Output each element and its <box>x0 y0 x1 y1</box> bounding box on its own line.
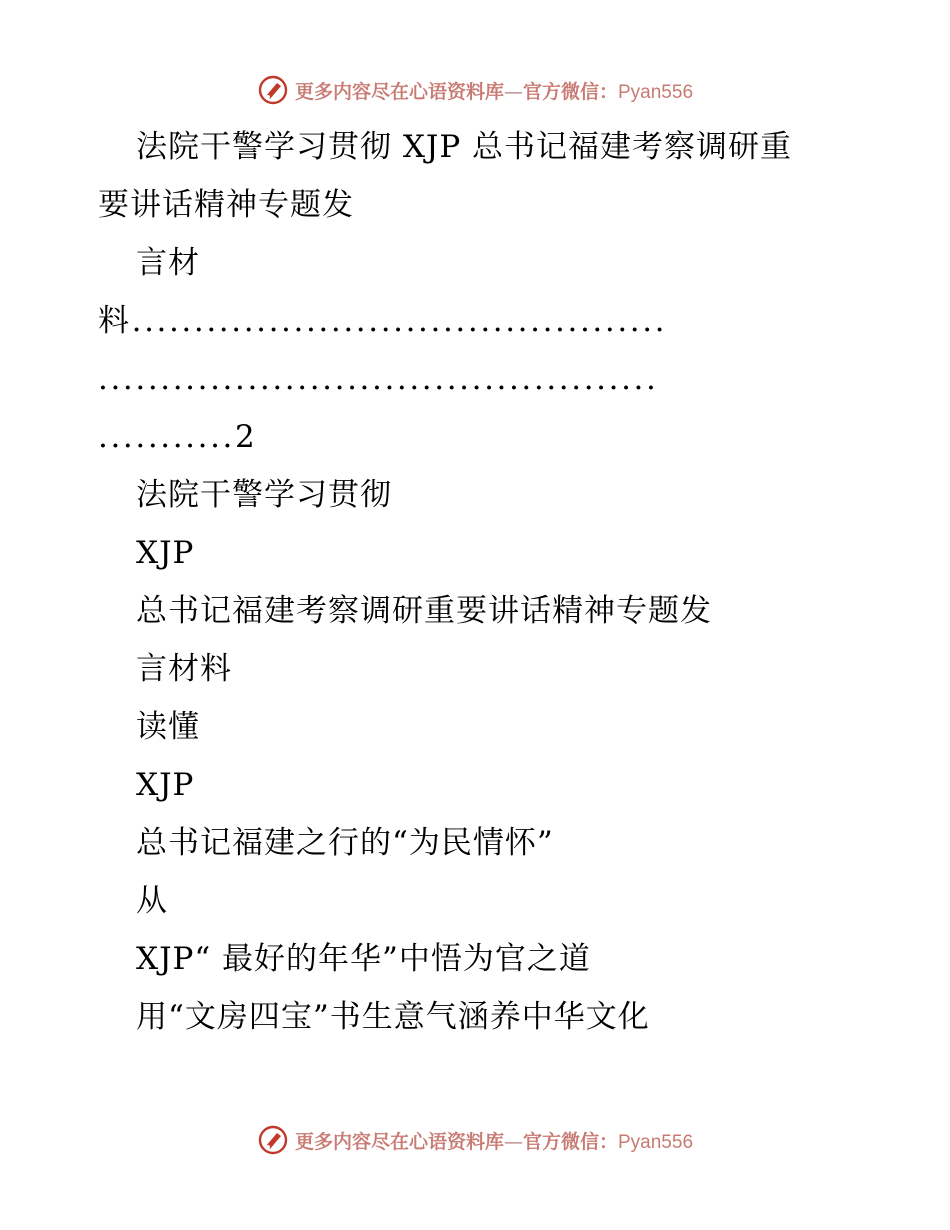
body-line: XJP <box>136 535 195 571</box>
document-body <box>98 118 843 1046</box>
header-watermark <box>0 70 950 110</box>
footer-watermark <box>0 1120 950 1160</box>
toc-title-line-1: 法院干警学习贯彻 XJP 总书记福建考察调研重 <box>136 129 793 165</box>
toc-title-line-3: 言材 <box>136 245 200 281</box>
toc-leader-row-2: ............................................. <box>98 361 659 397</box>
toc-leader-row-1 <box>98 292 843 350</box>
body-line: 总书记福建之行的“为民情怀” <box>136 825 554 861</box>
watermark-group <box>257 1124 693 1156</box>
pen-circle-logo-icon <box>257 1124 289 1156</box>
watermark-group <box>257 74 693 106</box>
toc-leader-row-3 <box>98 408 843 466</box>
body-line: 法院干警学习贯彻 <box>136 477 392 513</box>
body-line: XJP <box>136 767 195 803</box>
watermark-text: 更多内容尽在心语资料库—官方微信：Pyan556 <box>294 1130 694 1153</box>
body-line: XJP“ 最好的年华”中悟为官之道 <box>136 941 591 977</box>
body-line: 用“文房四宝”书生意气涵养中华文化 <box>136 999 650 1035</box>
pen-circle-logo-icon <box>257 74 289 106</box>
toc-leader-start: 料 <box>98 303 132 339</box>
body-line: 言材料 <box>136 651 232 687</box>
toc-leader-dots-1: ........................................... <box>131 303 668 339</box>
body-line: 读懂 <box>136 709 200 745</box>
toc-title-line-2: 要讲话精神专题发 <box>98 187 354 223</box>
toc-page-number: 2 <box>235 419 258 455</box>
body-line: 总书记福建考察调研重要讲话精神专题发 <box>136 593 712 629</box>
body-line: 从 <box>136 883 168 919</box>
watermark-text: 更多内容尽在心语资料库—官方微信：Pyan556 <box>294 80 694 103</box>
toc-leader-dots-3: ........... <box>98 419 235 455</box>
